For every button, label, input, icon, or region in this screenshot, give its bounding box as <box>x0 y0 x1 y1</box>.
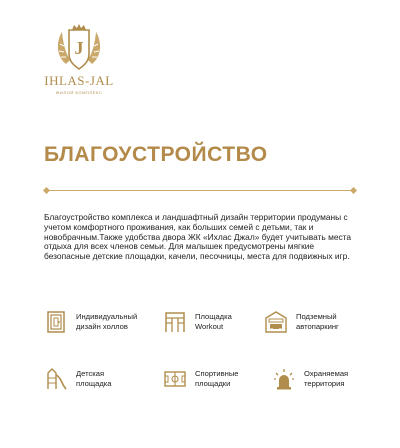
sports-field-icon <box>163 367 187 391</box>
feature-label-line1: Охраняемая <box>304 369 349 378</box>
security-light-icon <box>272 367 296 391</box>
feature-hall-design <box>44 310 137 334</box>
feature-label-line1: Индивидуальный <box>76 312 138 321</box>
feature-label-line2: Workout <box>195 321 224 331</box>
divider <box>44 188 356 194</box>
feature-security <box>272 367 348 391</box>
playground-slide-icon <box>44 367 68 391</box>
feature-label-line2: площадки <box>195 378 231 388</box>
feature-label-line1: Подземный <box>296 312 337 321</box>
feature-label-line2: территория <box>304 378 345 388</box>
feature-label-line2: площадка <box>76 378 112 388</box>
feature-label-line1: Площадка <box>195 312 232 321</box>
feature-label-line2: автопаркинг <box>296 321 339 331</box>
door-icon <box>44 310 68 334</box>
workout-bars-icon <box>163 310 187 334</box>
feature-parking <box>264 310 339 334</box>
feature-label-line1: Детская <box>76 369 105 378</box>
feature-playground <box>44 367 111 391</box>
logo-monogram: J <box>74 38 84 58</box>
page-title: БЛАГОУСТРОЙСТВО <box>44 143 268 166</box>
crest-icon <box>54 24 104 72</box>
brand-logo <box>44 24 114 104</box>
feature-sports <box>163 367 239 391</box>
brand-subtitle: ЖИЛОЙ КОМПЛЕКС <box>55 90 103 95</box>
brand-name: IHLAS-JAL <box>44 73 114 88</box>
section-description: Благоустройство комплекса и ландшафтный дизайн территории продуманы с учетом комфортного проживания, как больших семей с детьми, так и новобрачным.Также удобства двора ЖК «Ихлас Джал» будет учитывать места отдыха для всех членов семьи. Для малышек предусмотрены мягкие безопасные детские площадки, качели, песочницы, места для подвижных игр. <box>44 212 352 262</box>
feature-label-line1: Спортивные <box>195 369 239 378</box>
garage-car-icon <box>264 310 288 334</box>
feature-label-line2: дизайн холлов <box>76 321 128 331</box>
feature-workout <box>163 310 232 334</box>
